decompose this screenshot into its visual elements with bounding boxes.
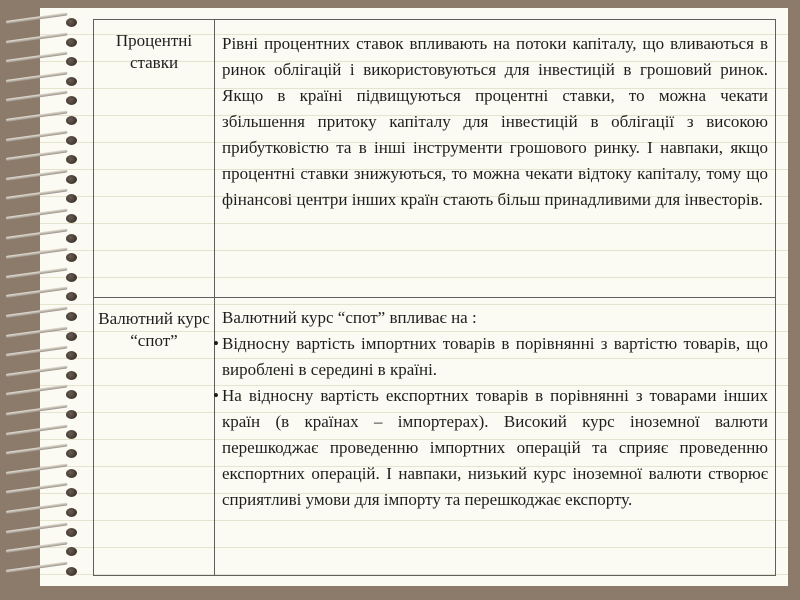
spiral-ring <box>6 528 78 537</box>
spiral-ring <box>6 57 78 66</box>
spiral-ring <box>6 38 78 47</box>
bullet-marker: • <box>213 334 219 353</box>
spiral-ring <box>6 390 78 399</box>
bullet-text: Відносну вартість імпортних товарів в порівнянні з вартістю товарів, що вироблені в середині в країні. <box>222 334 768 379</box>
spiral-ring <box>6 371 78 380</box>
spiral-ring <box>6 410 78 419</box>
spiral-ring <box>6 351 78 360</box>
spiral-ring <box>6 430 78 439</box>
spiral-ring <box>6 508 78 517</box>
spiral-ring <box>6 332 78 341</box>
bullet-item <box>213 331 768 383</box>
spiral-ring <box>6 273 78 282</box>
bullet-marker: • <box>213 386 219 405</box>
spiral-ring <box>6 312 78 321</box>
spiral-ring <box>6 155 78 164</box>
spiral-ring <box>6 449 78 458</box>
bullet-text: На відносну вартість експортних товарів в порівнянні з товарами інших країн (в країнах – імпортерах). Високий курс іноземної валюти перешкоджає проведенню імпортних операцій та сприяє проведенню експортних операцій. І навпаки, низький курс іноземної валюти створює сприятливі умови для імпорту та перешкоджає експорту. <box>222 386 768 509</box>
bullet-item <box>213 383 768 513</box>
row-label-interest-rates: Процентні ставки <box>115 31 193 72</box>
spiral-ring <box>6 136 78 145</box>
spiral-binding <box>0 8 90 588</box>
row-text-interest-rates: Рівні процентних ставок впливають на потоки капіталу, що вливаються в ринок облігацій і використовуються для інвестицій в грошовий ринок. Якщо в країні підвищуються процентні ставки, то можна чекати збільшення притоку капіталу для інвестицій в облігації з високою прибутковістю та в інші інструменти грошового ринку. І навпаки, якщо процентні ставки знижуються, то можна чекати відтоку капіталу, тому що фінансові центри інших країн стають більш принадливими для інвесторів. <box>222 34 768 209</box>
spiral-ring <box>6 488 78 497</box>
spiral-ring <box>6 469 78 478</box>
spot-rate-intro: Валютний курс “спот” впливає на : <box>222 308 477 327</box>
row-content-spot-rate <box>213 305 768 513</box>
spiral-ring <box>6 194 78 203</box>
spiral-ring <box>6 234 78 243</box>
row-label-spot-rate: Валютний курс “спот” <box>98 309 210 350</box>
spiral-ring <box>6 96 78 105</box>
spiral-ring <box>6 214 78 223</box>
spiral-ring <box>6 292 78 301</box>
content-table <box>93 19 776 576</box>
spiral-ring <box>6 253 78 262</box>
spiral-ring <box>6 547 78 556</box>
spiral-ring <box>6 18 78 27</box>
row-divider <box>94 297 775 298</box>
spiral-ring <box>6 116 78 125</box>
spiral-ring <box>6 77 78 86</box>
spiral-ring <box>6 175 78 184</box>
spiral-ring <box>6 567 78 576</box>
